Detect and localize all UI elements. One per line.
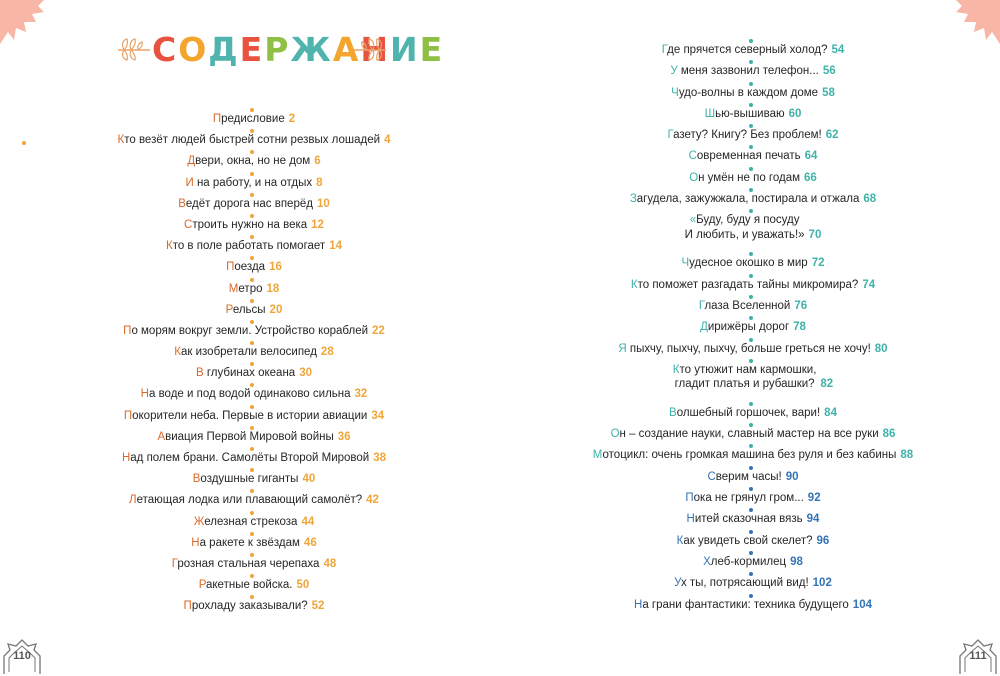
toc-entry-text xyxy=(0,430,508,444)
toc-entry-page: 94 xyxy=(806,513,820,526)
toc-entry-title: Над полем брани. Самолёты Второй Мировой xyxy=(121,452,370,464)
toc-entry-title: Как изобретали велосипед xyxy=(174,346,317,359)
toc-entry-title: Ведёт дорога нас вперёд xyxy=(178,197,313,210)
toc-entry[interactable] xyxy=(0,596,500,617)
toc-entry-title: Грозная стальная черепаха xyxy=(171,557,320,570)
toc-entry[interactable] xyxy=(500,146,1000,167)
toc-entry-page: 40 xyxy=(302,473,316,486)
toc-entry-page: 70 xyxy=(808,228,822,241)
toc-entry-text xyxy=(500,320,1000,334)
toc-entry-text xyxy=(500,149,1000,163)
toc-entry-title: Загудела, зажужжала, постирала и отжала xyxy=(629,193,860,206)
toc-entry-text xyxy=(0,515,508,529)
contents-heading xyxy=(116,28,445,72)
toc-entry-title: Мотоцикл: очень громкая машина без руля и без кабины xyxy=(592,449,897,462)
toc-entry-page: 102 xyxy=(812,577,832,590)
toc-entry-title: По морям вокруг земли. Устройство кораблей xyxy=(123,324,369,337)
toc-entry-title: Авиация Первой Мировой войны xyxy=(157,430,334,443)
toc-entry[interactable] xyxy=(500,403,1000,424)
toc-entry[interactable] xyxy=(500,595,1000,616)
toc-entry-title: Двери, окна, но не дом xyxy=(187,155,311,168)
toc-entry-text xyxy=(500,470,1000,484)
toc-entry-text xyxy=(500,86,1000,100)
toc-entry[interactable] xyxy=(0,575,500,596)
toc-entry[interactable] xyxy=(500,296,1000,317)
toc-entry-page: 10 xyxy=(316,197,330,210)
toc-entry[interactable] xyxy=(0,427,500,448)
toc-entry[interactable] xyxy=(0,342,500,363)
toc-entry-title: Он – создание науки, славный мастер на все руки xyxy=(610,428,879,441)
page-number: 110 xyxy=(13,650,31,662)
toc-entry[interactable] xyxy=(500,61,1000,82)
toc-entry-page: 34 xyxy=(371,409,385,422)
toc-entry-text xyxy=(0,599,508,613)
toc-entry[interactable] xyxy=(500,104,1000,125)
toc-entry-title: Летающая лодка или плавающий самолёт? xyxy=(129,494,363,507)
toc-entry[interactable] xyxy=(0,384,500,405)
toc-entry-page: 8 xyxy=(316,176,323,189)
toc-entry-text xyxy=(0,578,508,592)
toc-entry-title: Кто поможет разгадать тайны микромира? xyxy=(630,278,859,291)
toc-entry-title: Чудо-волны в каждом доме xyxy=(671,86,819,99)
toc-entry-text xyxy=(0,282,508,296)
toc-entry-text xyxy=(500,363,1000,392)
toc-entry-text xyxy=(500,128,1000,142)
toc-entry[interactable] xyxy=(500,573,1000,594)
toc-entry-page: 12 xyxy=(311,218,324,231)
toc-entry[interactable] xyxy=(0,215,500,236)
toc-entry[interactable] xyxy=(500,339,1000,360)
toc-entry-text xyxy=(0,239,508,253)
leaf-sprig-icon xyxy=(116,34,150,64)
toc-entry[interactable] xyxy=(0,321,500,342)
toc-entry[interactable] xyxy=(500,445,1000,466)
toc-entry[interactable] xyxy=(0,469,500,490)
toc-entry-text xyxy=(500,171,1000,185)
toc-entry[interactable] xyxy=(0,173,500,194)
toc-entry-page: 16 xyxy=(269,261,282,274)
toc-entry-page: 6 xyxy=(314,155,321,168)
toc-entry[interactable] xyxy=(500,40,1000,61)
toc-entry-text xyxy=(0,112,508,126)
toc-entry-title: Предисловие xyxy=(212,113,285,125)
toc-entry-page: 74 xyxy=(862,278,876,291)
toc-entry[interactable] xyxy=(500,360,1000,403)
toc-entry-page: 60 xyxy=(788,107,802,120)
toc-entry-page: 28 xyxy=(320,346,334,359)
toc-entry-title: Кто утюжит нам кармошки, гладит платья и рубашки? xyxy=(672,363,817,391)
toc-entry-title: Газету? Книгу? Без проблем! xyxy=(667,129,822,142)
toc-entry-title: Как увидеть свой скелет? xyxy=(676,534,813,547)
toc-entry[interactable] xyxy=(0,109,500,130)
toc-entry-page: 66 xyxy=(804,171,817,184)
page-title: СОДЕРЖАНИЕ xyxy=(152,30,445,69)
toc-entry-title: Шью-вышиваю xyxy=(704,107,785,120)
toc-entry[interactable] xyxy=(500,531,1000,552)
toc-entry-page: 80 xyxy=(874,342,888,355)
toc-entry-text xyxy=(500,406,1000,420)
toc-entry[interactable] xyxy=(500,552,1000,573)
toc-entry-title: Ракетные войска. xyxy=(198,579,293,592)
toc-entry-text xyxy=(0,472,508,486)
toc-entry[interactable] xyxy=(500,467,1000,488)
toc-entry[interactable] xyxy=(0,512,500,533)
toc-entry-text xyxy=(0,154,508,168)
toc-entry-page: 2 xyxy=(288,113,296,125)
toc-entry-page: 82 xyxy=(820,378,834,391)
toc-entry[interactable] xyxy=(0,257,500,278)
toc-entry-text xyxy=(0,133,508,147)
toc-entry-page: 86 xyxy=(882,428,896,441)
toc-entry-text xyxy=(0,451,508,465)
toc-entry-title: Современная печать xyxy=(688,150,801,163)
toc-entry-title: Хлеб-кормилец xyxy=(703,555,787,568)
toc-entry[interactable] xyxy=(0,406,500,427)
toc-entry[interactable] xyxy=(500,424,1000,445)
toc-entry-text xyxy=(0,557,508,571)
toc-entry-page: 72 xyxy=(811,257,825,270)
toc-entry-page: 84 xyxy=(824,406,837,419)
toc-entry-title: Метро xyxy=(228,282,263,295)
toc-entry-page: 58 xyxy=(822,86,835,99)
toc-entry-title: Прохладу заказывали? xyxy=(183,600,308,613)
toc-entry-text xyxy=(0,387,508,401)
toc-entry-title: В глубинах океана xyxy=(196,367,296,380)
toc-entry-title: Нитей сказочная вязь xyxy=(686,513,803,526)
toc-entry-title: Дирижёры дорог xyxy=(700,321,790,334)
toc-entry-page: 104 xyxy=(852,598,872,611)
toc-entry-page: 64 xyxy=(804,150,818,163)
toc-entry-title: Рельсы xyxy=(225,303,266,316)
toc-entry-text xyxy=(500,213,1000,242)
toc-entry-text xyxy=(500,555,1000,569)
toc-entry-title: На воде и под водой одинаково сильна xyxy=(140,388,351,401)
toc-entry-text xyxy=(0,324,508,338)
toc-entry-page: 14 xyxy=(329,240,342,253)
toc-entry[interactable] xyxy=(500,189,1000,210)
toc-entry[interactable] xyxy=(0,363,500,384)
toc-entry-text xyxy=(0,260,508,274)
toc-entry[interactable] xyxy=(0,151,500,172)
toc-entry-title: Пока не грянул гром... xyxy=(685,492,804,505)
toc-entry[interactable] xyxy=(0,236,500,257)
toc-entry[interactable] xyxy=(500,83,1000,104)
toc-entry-title: Кто в поле работать помогает xyxy=(165,240,326,253)
toc-entry[interactable] xyxy=(0,300,500,321)
toc-entry-page: 18 xyxy=(266,282,280,295)
toc-entry-page: 46 xyxy=(303,536,317,549)
toc-entry-page: 92 xyxy=(807,492,821,505)
toc-entry-page: 52 xyxy=(311,600,325,613)
toc-entry[interactable] xyxy=(0,533,500,554)
corner-zigzag-decoration xyxy=(0,0,46,46)
toc-entry-text xyxy=(500,448,1000,462)
toc-entry-page: 62 xyxy=(825,129,839,142)
page-number-badge-left xyxy=(0,636,44,676)
toc-entry-text xyxy=(500,534,1000,548)
toc-entry-title: Он умён не по годам xyxy=(689,171,801,184)
toc-entry-text xyxy=(500,192,1000,206)
toc-entry-title: Где прячется северный холод? xyxy=(661,44,828,56)
toc-entry[interactable] xyxy=(500,317,1000,338)
toc-entry-title: На грани фантастики: техника будущего xyxy=(634,598,849,611)
toc-entry[interactable] xyxy=(500,125,1000,146)
toc-entry[interactable] xyxy=(0,554,500,575)
toc-entry[interactable] xyxy=(0,279,500,300)
toc-entry-text xyxy=(0,218,508,232)
toc-entry-text xyxy=(0,409,508,423)
toc-entry-title: Поезда xyxy=(226,261,266,274)
toc-entry-text xyxy=(500,107,1000,121)
toc-entry-page: 76 xyxy=(794,299,808,312)
toc-entry-page: 68 xyxy=(863,193,877,206)
toc-entry-page: 4 xyxy=(384,134,391,147)
toc-entry-text xyxy=(500,64,1000,78)
toc-entry-page: 44 xyxy=(301,515,315,528)
toc-entry-page: 48 xyxy=(323,557,337,570)
left-page xyxy=(0,0,500,675)
page-number-badge-right xyxy=(956,636,1000,676)
toc-entry[interactable] xyxy=(500,275,1000,296)
toc-entry-text xyxy=(0,536,508,550)
toc-entry[interactable] xyxy=(0,448,500,469)
toc-entry-title: У меня зазвонил телефон... xyxy=(670,65,819,78)
toc-entry-title: Глаза Вселенной xyxy=(698,299,791,312)
toc-entry-page: 38 xyxy=(373,452,387,464)
toc-entry-text xyxy=(500,598,1000,612)
toc-entry-page: 90 xyxy=(785,470,799,483)
toc-entry-page: 56 xyxy=(822,65,836,78)
toc-entry-title: Я пыхчу, пыхчу, пыхчу, больше греться не хочу! xyxy=(618,342,871,355)
toc-entry-page: 22 xyxy=(372,324,385,337)
toc-entry-text xyxy=(500,342,1000,356)
toc-entry-title: Ух ты, потрясающий вид! xyxy=(674,577,809,590)
toc-entry-page: 96 xyxy=(816,534,830,547)
toc-entry-title: И на работу, и на отдых xyxy=(185,176,313,189)
toc-entry-text xyxy=(0,197,508,211)
leaf-sprig-icon xyxy=(354,34,388,64)
toc-entry[interactable] xyxy=(0,130,500,151)
toc-entry-text xyxy=(500,43,1000,57)
toc-entry[interactable] xyxy=(500,253,1000,274)
toc-entry-page: 50 xyxy=(296,579,310,592)
toc-entry-title: Чудесное окошко в мир xyxy=(681,257,808,270)
toc-entry-text xyxy=(0,493,508,507)
toc-entry-title: Покорители неба. Первые в истории авиации xyxy=(123,409,368,422)
toc-entry-text xyxy=(500,278,1000,292)
toc-list-left xyxy=(0,109,500,618)
toc-entry-page: 54 xyxy=(831,44,845,56)
toc-entry-text xyxy=(0,176,508,190)
toc-entry-page: 20 xyxy=(269,303,283,316)
toc-entry[interactable] xyxy=(0,194,500,215)
toc-entry-text xyxy=(500,576,1000,590)
toc-entry-text xyxy=(500,512,1000,526)
toc-entry[interactable] xyxy=(500,488,1000,509)
toc-entry-text xyxy=(500,256,1000,270)
toc-entry-page: 78 xyxy=(793,321,806,334)
toc-entry-page: 32 xyxy=(354,388,368,401)
toc-entry-title: Воздушные гиганты xyxy=(192,473,299,486)
toc-entry-text xyxy=(0,345,508,359)
toc-entry-text xyxy=(500,299,1000,313)
toc-entry-title: На ракете к звёздам xyxy=(191,536,300,549)
toc-entry[interactable] xyxy=(500,168,1000,189)
toc-entry-title: Сверим часы! xyxy=(707,470,782,483)
toc-entry[interactable] xyxy=(500,509,1000,530)
toc-entry-page: 42 xyxy=(366,494,379,507)
toc-entry-page: 98 xyxy=(790,555,803,568)
toc-entry-title: «Буду, буду я посуду И любить, и уважать!» xyxy=(684,214,805,241)
toc-entry-title: Железная стрекоза xyxy=(193,515,298,528)
page-number: 111 xyxy=(969,650,987,662)
toc-entry-text xyxy=(0,366,508,380)
toc-entry-title: Волшебный горшочек, вари! xyxy=(669,406,821,419)
right-page xyxy=(500,0,1000,675)
toc-entry[interactable] xyxy=(0,490,500,511)
toc-entry-page: 88 xyxy=(900,449,914,462)
toc-entry-text xyxy=(500,491,1000,505)
toc-entry-title: Строить нужно на века xyxy=(184,218,308,231)
toc-entry-page: 30 xyxy=(299,367,312,380)
toc-entry-page: 36 xyxy=(337,430,351,443)
toc-entry-text xyxy=(0,303,508,317)
toc-entry[interactable] xyxy=(500,210,1000,253)
toc-entry-title: Кто везёт людей быстрей сотни резвых лошадей xyxy=(117,134,381,147)
toc-list-right xyxy=(500,40,1000,616)
toc-entry-text xyxy=(500,427,1000,441)
